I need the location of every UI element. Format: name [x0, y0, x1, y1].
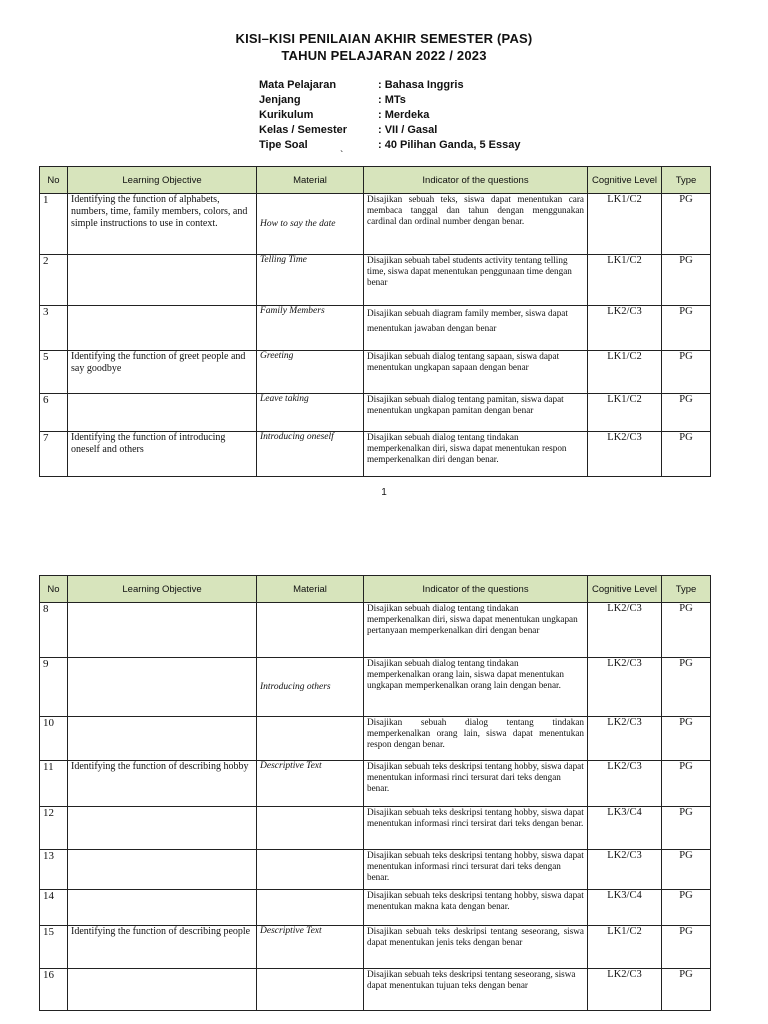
cell-type: PG [662, 351, 711, 394]
cell-objective [68, 717, 257, 761]
cell-material [257, 807, 364, 850]
cell-cognitive: LK2/C3 [588, 969, 662, 1011]
cell-no: 1 [40, 194, 68, 255]
meta-value: : MTs [378, 94, 406, 106]
meta-label: Mata Pelajaran [259, 79, 337, 91]
cell-cognitive: LK2/C3 [588, 761, 662, 807]
cell-indicator: Disajikan sebuah teks deskripsi tentang seseorang, siswa dapat menentukan jenis teks dengan benar [364, 926, 588, 969]
cell-no: 8 [40, 603, 68, 658]
cell-material: Telling Time [257, 255, 364, 306]
table-row [40, 850, 711, 890]
cell-no: 2 [40, 255, 68, 306]
cell-no: 13 [40, 850, 68, 890]
stray-mark: ` [340, 150, 344, 161]
meta-row-level [259, 93, 520, 108]
cell-type: PG [662, 432, 711, 477]
cell-cognitive: LK3/C4 [588, 890, 662, 926]
cell-cognitive: LK1/C2 [588, 926, 662, 969]
table-row [40, 761, 711, 807]
col-header-material: Material [257, 576, 364, 603]
cell-no: 14 [40, 890, 68, 926]
table-row [40, 890, 711, 926]
cell-type: PG [662, 890, 711, 926]
cell-no: 12 [40, 807, 68, 850]
cell-objective: Identifying the function of greet people and say goodbye [68, 351, 257, 394]
meta-label: Jenjang [259, 94, 301, 106]
cell-material: Family Members [257, 306, 364, 351]
cell-indicator: Disajikan sebuah tabel students activity tentang telling time, siswa dapat menentukan penggunaan time dengan benar [364, 255, 588, 306]
cell-cognitive: LK1/C2 [588, 351, 662, 394]
table-header-row [40, 167, 711, 194]
table-header-row [40, 576, 711, 603]
col-header-indicator: Indicator of the questions [364, 576, 588, 603]
cell-material: Leave taking [257, 394, 364, 432]
cell-no: 6 [40, 394, 68, 432]
document-meta [259, 78, 520, 153]
table-row [40, 969, 711, 1011]
col-header-type: Type [662, 167, 711, 194]
cell-cognitive: LK1/C2 [588, 255, 662, 306]
table-row [40, 717, 711, 761]
cell-cognitive: LK2/C3 [588, 717, 662, 761]
table-row [40, 194, 711, 255]
cell-no: 9 [40, 658, 68, 717]
cell-objective [68, 658, 257, 717]
cell-objective: Identifying the function of introducing oneself and others [68, 432, 257, 477]
cell-type: PG [662, 807, 711, 850]
cell-objective [68, 807, 257, 850]
cell-objective [68, 890, 257, 926]
grid-table-page-1 [39, 166, 711, 477]
meta-row-question-type [259, 138, 520, 153]
meta-value: : VII / Gasal [378, 124, 438, 136]
cell-type: PG [662, 969, 711, 1011]
cell-no: 11 [40, 761, 68, 807]
cell-type: PG [662, 658, 711, 717]
table-row [40, 306, 711, 351]
col-header-objective: Learning Objective [68, 576, 257, 603]
meta-value: : Bahasa Inggris [378, 79, 464, 91]
cell-indicator: Disajikan sebuah dialog tentang tindakan memperkenalkan diri, siswa dapat menentukan ungkapan pertanyaan memperkenalkan diri dengan benar [364, 603, 588, 658]
cell-indicator: Disajikan sebuah dialog tentang pamitan, siswa dapat menentukan ungkapan pamitan dengan benar [364, 394, 588, 432]
cell-indicator: Disajikan sebuah teks deskripsi tentang hobby, siswa dapat menentukan informasi rinci tersurat dari teks dengan benar. [364, 761, 588, 807]
col-header-indicator: Indicator of the questions [364, 167, 588, 194]
cell-indicator: Disajikan sebuah teks deskripsi tentang hobby, siswa dapat menentukan makna kata dengan benar. [364, 890, 588, 926]
cell-indicator: Disajikan sebuah teks, siswa dapat menentukan cara membaca tanggal dan tahun dengan menggunakan cardinal dan ordinal number dengan benar. [364, 194, 588, 255]
page-number: 1 [381, 487, 387, 498]
cell-material [257, 603, 364, 658]
cell-objective [68, 255, 257, 306]
cell-indicator: Disajikan sebuah teks deskripsi tentang hobby, siswa dapat menentukan informasi rinci tersurat dari teks dengan benar. [364, 850, 588, 890]
meta-label: Kurikulum [259, 109, 314, 121]
cell-no: 7 [40, 432, 68, 477]
cell-cognitive: LK2/C3 [588, 658, 662, 717]
meta-value: : 40 Pilihan Ganda, 5 Essay [378, 139, 521, 151]
cell-indicator: Disajikan sebuah dialog tentang tindakan memperkenalkan orang lain, siswa dapat menentukan respon dengan benar. [364, 717, 588, 761]
cell-cognitive: LK2/C3 [588, 432, 662, 477]
cell-no: 5 [40, 351, 68, 394]
cell-material: Introducing oneself [257, 432, 364, 477]
cell-indicator: Disajikan sebuah diagram family member, siswa dapat menentukan jawaban dengan benar [364, 306, 588, 351]
cell-objective: Identifying the function of describing people [68, 926, 257, 969]
cell-material: Descriptive Text [257, 926, 364, 969]
cell-indicator: Disajikan sebuah teks deskripsi tentang hobby, siswa dapat menentukan informasi rinci tersirat dari teks dengan benar. [364, 807, 588, 850]
cell-type: PG [662, 717, 711, 761]
cell-no: 10 [40, 717, 68, 761]
document-subtitle: TAHUN PELAJARAN 2022 / 2023 [281, 48, 487, 63]
col-header-cognitive: Cognitive Level [588, 167, 662, 194]
document-title: KISI–KISI PENILAIAN AKHIR SEMESTER (PAS) [235, 31, 533, 46]
cell-type: PG [662, 306, 711, 351]
cell-type: PG [662, 603, 711, 658]
cell-objective [68, 306, 257, 351]
cell-cognitive: LK2/C3 [588, 603, 662, 658]
table-row [40, 255, 711, 306]
col-header-type: Type [662, 576, 711, 603]
cell-cognitive: LK2/C3 [588, 306, 662, 351]
cell-cognitive: LK3/C4 [588, 807, 662, 850]
cell-material [257, 969, 364, 1011]
cell-material: Greeting [257, 351, 364, 394]
table-row [40, 351, 711, 394]
meta-row-class-semester [259, 123, 520, 138]
cell-cognitive: LK1/C2 [588, 194, 662, 255]
cell-type: PG [662, 255, 711, 306]
cell-objective [68, 969, 257, 1011]
cell-material: Introducing others [257, 658, 364, 717]
col-header-objective: Learning Objective [68, 167, 257, 194]
col-header-cognitive: Cognitive Level [588, 576, 662, 603]
meta-value: : Merdeka [378, 109, 430, 121]
table-row [40, 394, 711, 432]
cell-no: 15 [40, 926, 68, 969]
cell-type: PG [662, 394, 711, 432]
cell-objective [68, 394, 257, 432]
cell-objective: Identifying the function of describing hobby [68, 761, 257, 807]
cell-cognitive: LK1/C2 [588, 394, 662, 432]
cell-type: PG [662, 850, 711, 890]
cell-material: Descriptive Text [257, 761, 364, 807]
table-row [40, 658, 711, 717]
cell-no: 3 [40, 306, 68, 351]
col-header-no: No [40, 167, 68, 194]
cell-material [257, 890, 364, 926]
col-header-material: Material [257, 167, 364, 194]
meta-label: Kelas / Semester [259, 124, 348, 136]
cell-cognitive: LK2/C3 [588, 850, 662, 890]
cell-type: PG [662, 926, 711, 969]
col-header-no: No [40, 576, 68, 603]
table-row [40, 807, 711, 850]
table-row [40, 926, 711, 969]
meta-label: Tipe Soal [259, 139, 308, 151]
cell-objective [68, 603, 257, 658]
cell-material [257, 850, 364, 890]
meta-row-subject [259, 78, 520, 93]
cell-indicator: Disajikan sebuah dialog tentang tindakan memperkenalkan diri, siswa dapat menentukan respon memperkenalkan diri dengan benar. [364, 432, 588, 477]
cell-objective [68, 850, 257, 890]
cell-no: 16 [40, 969, 68, 1011]
cell-material: How to say the date [257, 194, 364, 255]
cell-type: PG [662, 194, 711, 255]
cell-objective: Identifying the function of alphabets, numbers, time, family members, colors, and simple instructions to use in context. [68, 194, 257, 255]
table-row [40, 432, 711, 477]
cell-indicator: Disajikan sebuah teks deskripsi tentang seseorang, siswa dapat menentukan tujuan teks dengan benar [364, 969, 588, 1011]
grid-table-page-2 [39, 575, 711, 1011]
cell-type: PG [662, 761, 711, 807]
cell-indicator: Disajikan sebuah dialog tentang tindakan memperkenalkan orang lain, siswa dapat menentukan ungkapan memperkenalkan orang lain dengan benar. [364, 658, 588, 717]
table-row [40, 603, 711, 658]
cell-indicator: Disajikan sebuah dialog tentang sapaan, siswa dapat menentukan ungkapan sapaan dengan benar [364, 351, 588, 394]
meta-row-curriculum [259, 108, 520, 123]
cell-material [257, 717, 364, 761]
